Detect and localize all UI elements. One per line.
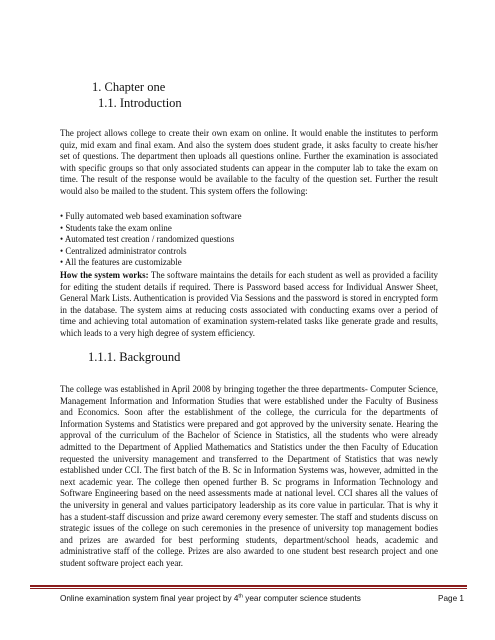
feature-item: • Automated test creation / randomized questions (60, 234, 235, 245)
background-paragraph: The college was established in April 2008 by bringing together the three departments- Computer Science, Management Information and Information Studies that were established under the Faculty of Business and Economics. Soon after the establishment of the college, the curricula for the departments of Information Systems and Statistics were prepared and got approved by the university senate. Hearing the approval of the curriculum of the Bachelor of Science in Statistics, all the students who were already admitted to the Department of Applied Mathematics and Statistics under the then Faculty of Education requested the university management and transferred to the Department of Statistics that was newly established under CCI. The first batch of the B. Sc in Information Systems was, however, admitted in the next academic year. The college then opened further B. Sc programs in Information Technology and Software Engineering based on the need assessments made at national level. CCI shares all the values of the university in general and values participatory leadership as its core value in particular. That is why it has a student-staff discussion and prize award ceremony every semester. The staff and students discuss on strategic issues of the college on such ceremonies in the presence of university top management bodies and prizes are awarded for best performing students, department/school heads, academic and administrative staff of the college. Prizes are also awarded to one student best research project and one student software project each year. (60, 384, 438, 568)
footer-title-text: Online examination system final year project by 4 (60, 594, 239, 603)
footer-title (60, 594, 361, 603)
feature-item: • Centralized administrator controls (60, 245, 187, 256)
footer-title-sup: th (238, 593, 243, 600)
intro-paragraph: The project allows college to create their own exam on online. It would enable the institutes to perform quiz, mid exam and final exam. And also the system does student grade, it asks faculty to create his/her set of questions. The department then uploads all questions online. Further the examination is associated with specific groups so that only associated students can appear in the computer lab to take the exam on time. The result of the response would be available to the faculty of the question set. Further the result would also be mailed to the student. This system offers the following: (60, 128, 438, 196)
page-number: Page 1 (438, 594, 464, 603)
how-it-works-paragraph (60, 270, 438, 340)
feature-item: • Fully automated web based examination software (60, 211, 242, 221)
how-it-works-text: The software maintains the details for each student as well as provided a facility for editing the student details if required. There is Password based access for Individual Answer Sheet, General Mark Lists. Authentication is provided Via Sessions and the password is stored in encrypted form in the database. The system aims at reducing costs associated with conducting exams over a period of time and achieving total automation of examination system-related tasks like generate grade and results, which leads to a very high degree of system efficiency. (60, 270, 438, 338)
introduction-heading: 1.1. Introduction (98, 96, 182, 110)
feature-item: • Students take the exam online (60, 222, 172, 233)
feature-item: • All the features are customizable (60, 257, 182, 268)
footer-title-text-end: year computer science students (242, 594, 361, 603)
background-heading: 1.1.1. Background (88, 350, 181, 364)
footer-rule (30, 585, 467, 587)
chapter-heading: 1. Chapter one (92, 80, 166, 94)
feature-list (60, 211, 438, 269)
how-it-works-label: How the system works: (60, 270, 149, 280)
footer-rule-thin (30, 588, 467, 589)
